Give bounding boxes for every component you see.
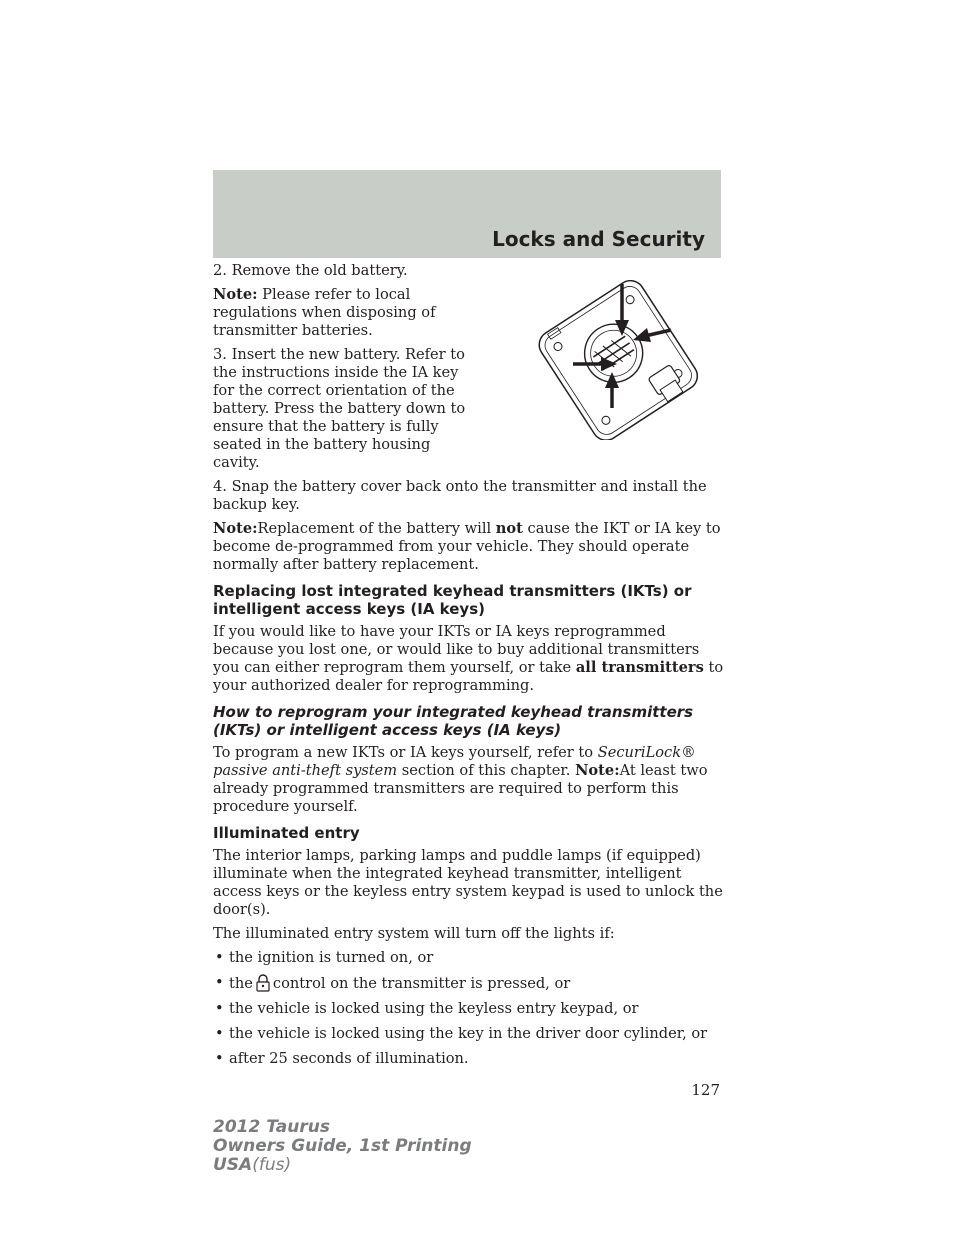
lock-icon xyxy=(255,974,271,992)
page-number: 127 xyxy=(691,1081,720,1099)
note-disposal xyxy=(213,286,475,340)
list-item-text: the ignition is turned on, or xyxy=(229,949,434,966)
body-text: to your authorized dealer for reprogramming. xyxy=(213,659,724,694)
turn-off-conditions-list xyxy=(213,949,725,1068)
note-replacement xyxy=(213,520,725,574)
heading-how-to-reprogram: How to reprogram your integrated keyhead transmitters (IKTs) or intelligent access keys (IA keys) xyxy=(213,703,694,739)
note-label: Note: xyxy=(575,762,620,779)
replacing-text xyxy=(213,623,725,695)
bullet: • xyxy=(215,1000,224,1017)
page-content xyxy=(213,262,725,1075)
list-item-text: after 25 seconds of illumination. xyxy=(229,1050,469,1067)
list-item-text: the xyxy=(229,975,253,992)
footer-code: (fus) xyxy=(252,1155,292,1175)
bullet: • xyxy=(215,1025,224,1042)
footer-line xyxy=(213,1156,472,1175)
section-header-band xyxy=(213,170,721,258)
illuminated-text-2: The illuminated entry system will turn off the lights if: xyxy=(213,925,615,942)
body-text: section of this chapter. xyxy=(397,762,576,779)
note-emphasis: not xyxy=(495,520,523,537)
illuminated-text-1: The interior lamps, parking lamps and puddle lamps (if equipped) illuminate when the integrated keyhead transmitter, intelligent access keys or the keyless entry system keypad is used to unlock the door(s). xyxy=(213,847,723,918)
list-item-text: the vehicle is locked using the keyless entry keypad, or xyxy=(229,1000,639,1017)
list-item xyxy=(213,949,725,967)
step-2: 2. Remove the old battery. xyxy=(213,262,408,279)
transmitter-battery-diagram xyxy=(533,280,703,440)
footer-region: USA xyxy=(213,1155,253,1175)
step-4: 4. Snap the battery cover back onto the transmitter and install the backup key. xyxy=(213,478,707,513)
note-text: At least two already programmed transmitters are required to perform this procedure yourself. xyxy=(213,762,708,815)
section-reference: SecuriLock® passive anti-theft system xyxy=(213,744,696,779)
bullet: • xyxy=(215,974,224,991)
list-item xyxy=(213,974,725,993)
note-text: cause the IKT or IA key to become de-programmed from your vehicle. They should operate normally after battery replacement. xyxy=(213,520,721,573)
section-title: Locks and Security xyxy=(492,227,705,251)
list-item xyxy=(213,1000,725,1018)
list-item-text: the vehicle is locked using the key in the driver door cylinder, or xyxy=(229,1025,708,1042)
heading-replacing-lost-keys: Replacing lost integrated keyhead transmitters (IKTs) or intelligent access keys (IA keys) xyxy=(213,582,692,618)
document-footer xyxy=(213,1118,472,1175)
note-text: Replacement of the battery will xyxy=(257,520,496,537)
heading-illuminated-entry: Illuminated entry xyxy=(213,824,360,842)
bullet: • xyxy=(215,1050,224,1067)
footer-line: 2012 Taurus xyxy=(213,1117,330,1137)
list-item xyxy=(213,1025,725,1043)
footer-line: Owners Guide, 1st Printing xyxy=(213,1136,472,1156)
reprogram-text xyxy=(213,744,725,816)
list-item-text: control on the transmitter is pressed, or xyxy=(272,975,571,992)
transmitter-body xyxy=(534,280,703,440)
note-label: Note: xyxy=(213,520,258,537)
body-text: To program a new IKTs or IA keys yourself, refer to xyxy=(213,744,598,761)
step-3: 3. Insert the new battery. Refer to the instructions inside the IA key for the correct orientation of the battery. Press the battery down to ensure that the battery is fully seated in the battery housing cavity. xyxy=(213,346,466,471)
body-emphasis: all transmitters xyxy=(575,659,704,676)
list-item xyxy=(213,1050,725,1068)
note-text: Please refer to local regulations when disposing of transmitter batteries. xyxy=(213,286,436,339)
bullet: • xyxy=(215,949,224,966)
note-label: Note: xyxy=(213,286,258,303)
body-text: If you would like to have your IKTs or IA keys reprogrammed because you lost one, or would like to buy additional transmitters you can either reprogram them yourself, or take xyxy=(213,623,700,676)
